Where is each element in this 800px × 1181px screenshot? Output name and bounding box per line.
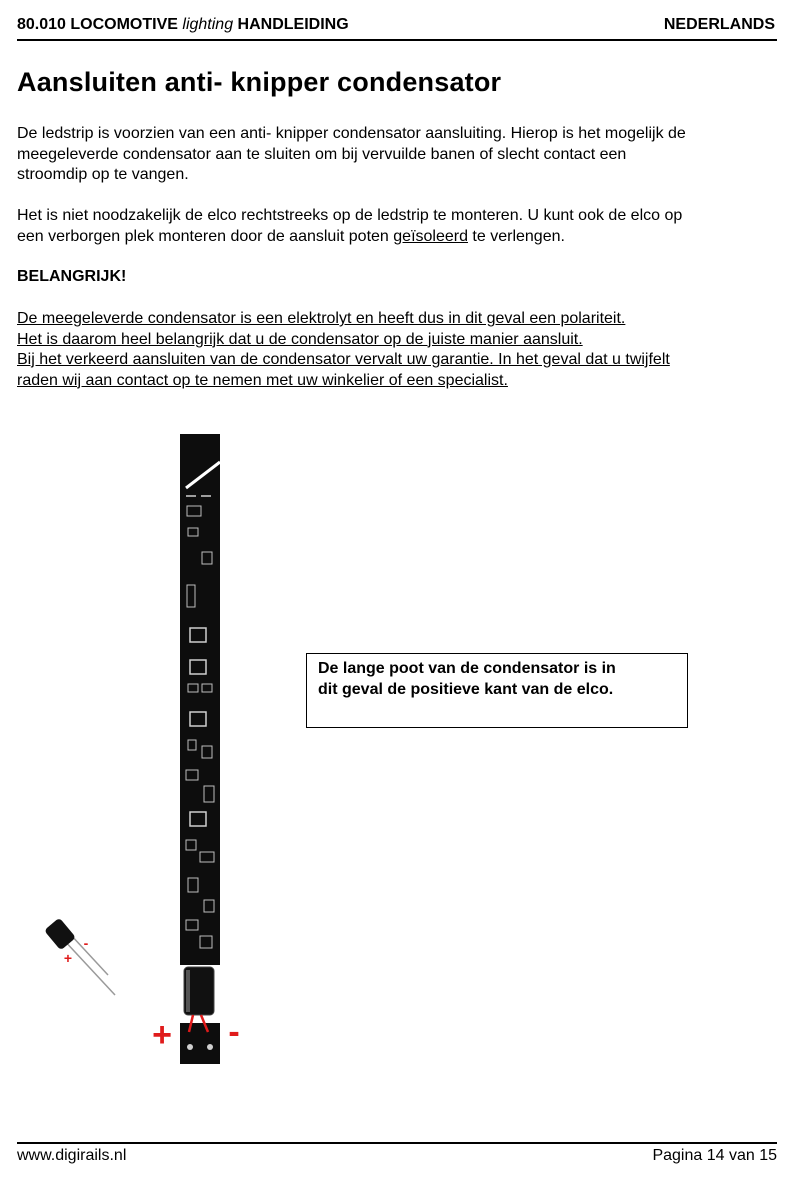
footer-page-number: Pagina 14 van 15 (652, 1147, 777, 1164)
page-title: Aansluiten anti- knipper condensator (17, 67, 502, 97)
warning-line-4: raden wij aan contact op te nemen met uw winkelier of een specialist. (17, 371, 508, 389)
header-lighting: lighting (182, 16, 234, 33)
capacitor-stripe (186, 970, 190, 1012)
callout-box (306, 653, 688, 728)
footer-divider (17, 1142, 777, 1144)
header-manual: HANDLEIDING (237, 16, 349, 33)
important-heading: BELANGRIJK! (17, 268, 127, 285)
mounting-line-2a: een verborgen plek monteren door de aansluit poten (17, 227, 394, 245)
intro-line-1: De ledstrip is voorzien van een anti- knipper condensator aansluiting. Hierop is het mogelijk de (17, 125, 686, 142)
mounting-line-2b: te verlengen. (467, 227, 565, 245)
intro-line-3: stroomdip op te vangen. (17, 166, 189, 183)
mounting-line-1: Het is niet noodzakelijk de elco rechtstreeks op de ledstrip te monteren. U kunt ook de elco op (17, 207, 683, 224)
solder-pad (187, 1044, 193, 1050)
intro-line-2: meegeleverde condensator aan te sluiten om bij vervuilde banen of slecht contact een (17, 145, 627, 163)
warning-line-3: Bij het verkeerd aansluiten van de condensator vervalt uw garantie. In het geval dat u twijfelt (17, 351, 670, 368)
mounting-underlined-word: geïsoleerd (393, 227, 468, 245)
callout-line-2: dit geval de positieve kant van de elco. (318, 681, 614, 698)
footer-website: www.digirails.nl (17, 1147, 127, 1164)
loose-capacitor-body (44, 918, 76, 951)
callout-line-1: De lange poot van de condensator is in (318, 660, 616, 677)
minus-marker: - (228, 1013, 240, 1051)
header-code: 80.010 LOCOMOTIVE (17, 16, 178, 33)
solder-pad (207, 1044, 213, 1050)
loose-plus-label: + (63, 950, 73, 966)
warning-line-2: Het is daarom heel belangrijk dat u de condensator op de juiste manier aansluit. (17, 330, 583, 348)
loose-minus-label: - (83, 935, 89, 951)
loose-capacitor-lead-short (70, 934, 108, 975)
header-language: NEDERLANDS (663, 16, 775, 33)
loose-capacitor (44, 918, 115, 995)
loose-capacitor-lead-long (62, 938, 115, 995)
plus-marker: + (152, 1016, 172, 1054)
warning-line-1: De meegeleverde condensator is een elektrolyt en heeft dus in dit geval een polariteit. (17, 310, 626, 327)
